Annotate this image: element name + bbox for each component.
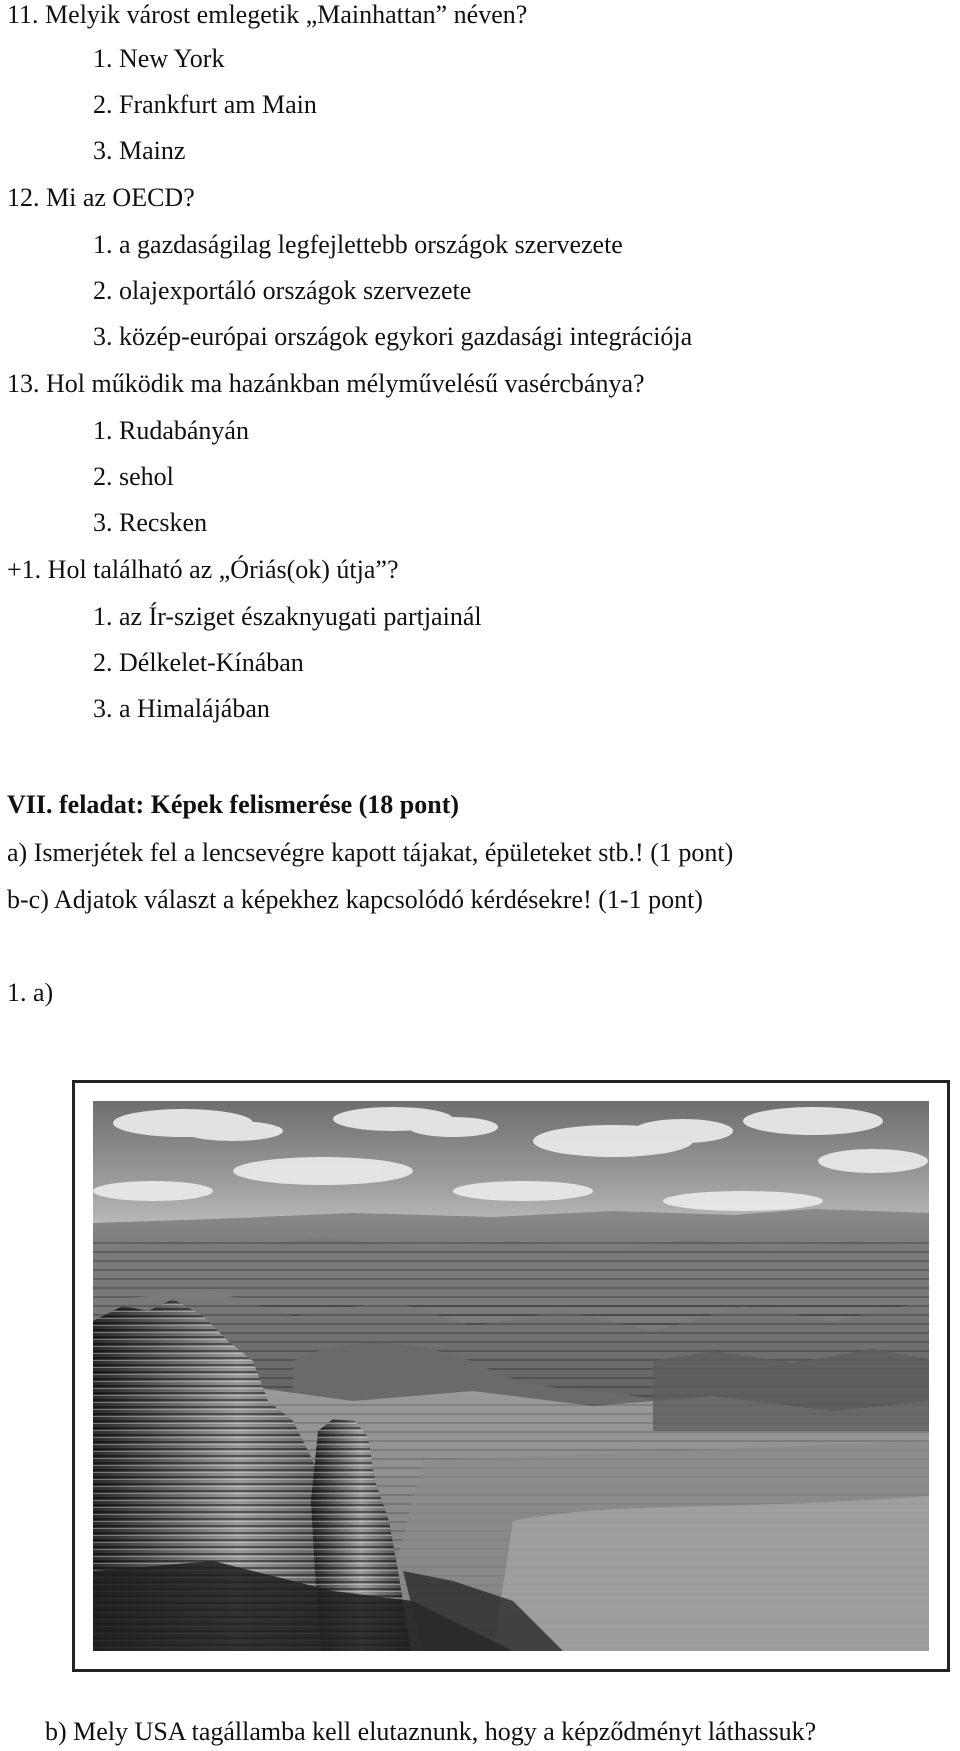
section-title: VII. feladat: Képek felismerése (18 pont) bbox=[7, 790, 460, 819]
question-12-option-1: 1. a gazdaságilag legfejlettebb országok szervezete bbox=[93, 230, 623, 259]
question-bonus-option-2: 2. Délkelet-Kínában bbox=[93, 648, 304, 677]
question-13: 13. Hol működik ma hazánkban mélyművelésű vasércbánya? bbox=[7, 369, 645, 398]
question-13-option-2: 2. sehol bbox=[93, 462, 174, 491]
question-11-option-1: 1. New York bbox=[93, 44, 225, 73]
question-12-option-2: 2. olajexportáló országok szervezete bbox=[93, 276, 472, 305]
question-b: b) Mely USA tagállamba kell elutaznunk, hogy a képződményt láthassuk? bbox=[45, 1717, 817, 1746]
question-bonus-option-1: 1. az Ír-sziget északnyugati partjainál bbox=[93, 602, 482, 631]
question-bonus: +1. Hol található az „Óriás(ok) útja”? bbox=[7, 555, 399, 584]
question-13-option-3: 3. Recsken bbox=[93, 508, 208, 537]
question-11-option-3: 3. Mainz bbox=[93, 136, 186, 165]
instruction-bc: b-c) Adjatok választ a képekhez kapcsolódó kérdésekre! (1-1 pont) bbox=[7, 885, 703, 914]
canyon-photo bbox=[93, 1101, 929, 1651]
question-bonus-option-3: 3. a Himalájában bbox=[93, 694, 270, 723]
photo-frame bbox=[72, 1080, 950, 1672]
question-11-option-2: 2. Frankfurt am Main bbox=[93, 90, 317, 119]
instruction-a: a) Ismerjétek fel a lencsevégre kapott tájakat, épületeket stb.! (1 pont) bbox=[7, 838, 734, 867]
question-13-option-1: 1. Rudabányán bbox=[93, 416, 249, 445]
question-12: 12. Mi az OECD? bbox=[7, 183, 195, 212]
question-12-option-3: 3. közép-európai országok egykori gazdasági integrációja bbox=[93, 322, 693, 351]
item-label: 1. a) bbox=[7, 978, 54, 1007]
question-11: 11. Melyik várost emlegetik „Mainhattan” néven? bbox=[7, 0, 528, 29]
